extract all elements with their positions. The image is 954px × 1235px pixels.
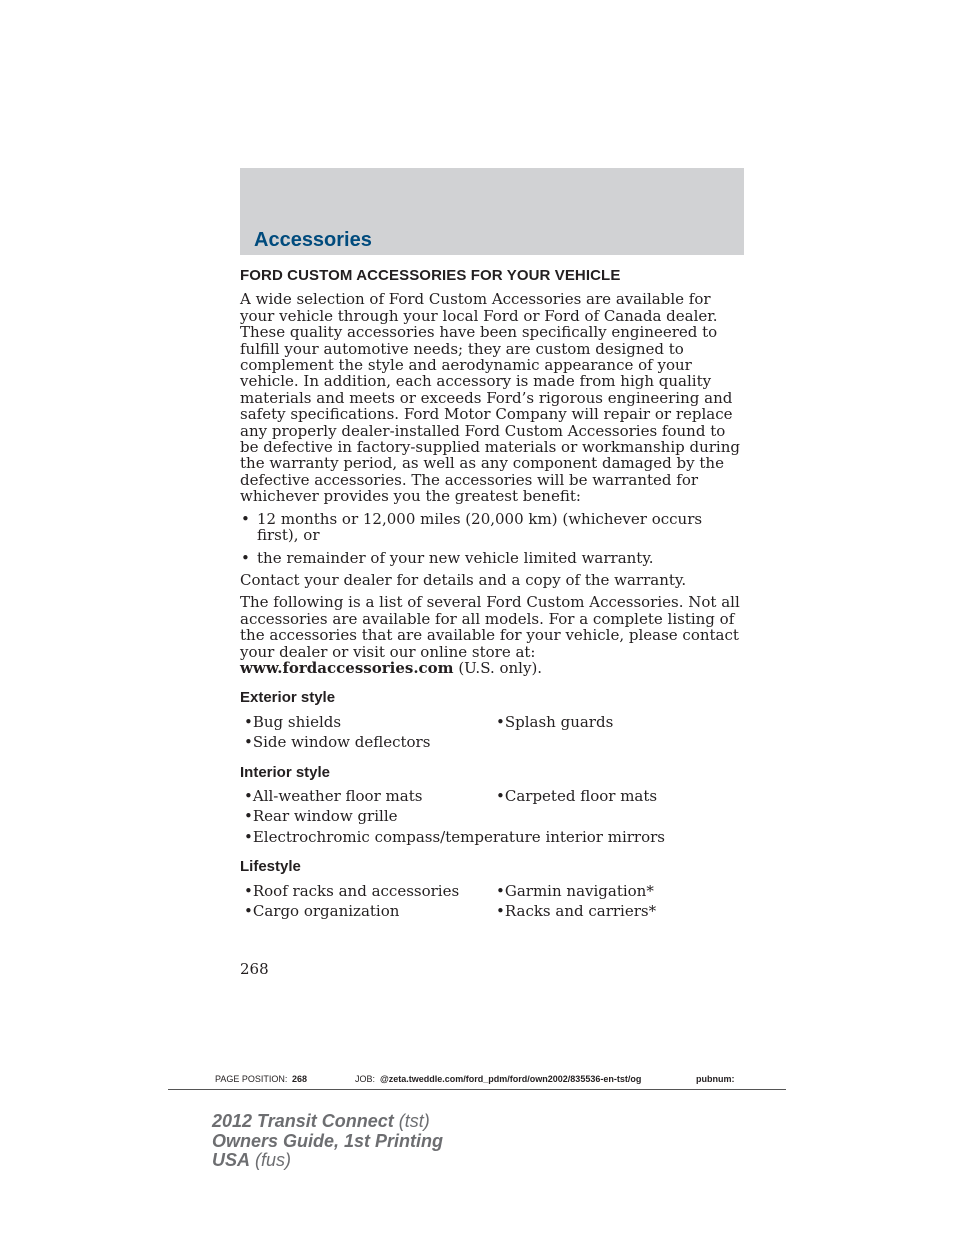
list-item <box>244 734 748 750</box>
page-content <box>240 268 744 919</box>
list-item-text: Cargo organization <box>252 902 400 920</box>
list-item <box>240 550 744 566</box>
list-item-text: 12 months or 12,000 miles (20,000 km) (whichever occurs first), or <box>257 509 703 545</box>
publication-line-2 <box>212 1132 443 1152</box>
list-item-text: Bug shields <box>252 712 342 731</box>
store-link[interactable]: www.fordaccessories.com <box>240 658 454 677</box>
model-code: (tst) <box>393 1111 430 1131</box>
list-item-text: Roof racks and accessories <box>252 881 460 900</box>
intro-paragraph: A wide selection of Ford Custom Accessories are available for your vehicle through your local Ford or Ford of Canada dealer. These quality accessories have been specifically engineered to fulfill your automotive needs; they are custom designed to complement the style and aerodynamic appearance of your vehicle. In addition, each accessory is made from high quality materials and meets or exceeds Ford’s rigorous engineering and safety specifications. Ford Motor Company will repair or replace any properly dealer-installed Ford Custom Accessories found to be defective in factory-supplied materials or workmanship during the warranty period, as well as any component damaged by the defective accessories. The accessories will be warranted for whichever provides you the greatest benefit: <box>240 290 740 506</box>
market-code: (fus) <box>250 1150 292 1170</box>
list-item <box>244 714 496 730</box>
footer-divider <box>168 1089 786 1090</box>
exterior-heading: Exterior style <box>240 689 336 707</box>
bullet-icon: • <box>244 827 253 846</box>
bullet-icon: • <box>496 712 505 731</box>
list-item <box>244 829 748 845</box>
bullet-icon: • <box>496 786 505 805</box>
bullet-icon: • <box>241 509 250 528</box>
pubnum-label: pubnum: <box>696 1074 735 1084</box>
list-item-text: Side window deflectors <box>252 733 431 752</box>
list-item-text: Racks and carriers* <box>504 902 657 920</box>
bullet-icon: • <box>244 881 253 900</box>
list-item <box>496 788 748 804</box>
bullet-icon: • <box>496 902 505 920</box>
exterior-list <box>240 714 744 751</box>
list-item-text: All-weather floor mats <box>252 786 423 805</box>
page-position-value: 268 <box>292 1074 308 1084</box>
publication-line-3 <box>212 1151 443 1171</box>
section-title: FORD CUSTOM ACCESSORIES FOR YOUR VEHICLE <box>240 267 621 284</box>
publication-line-1 <box>212 1112 443 1132</box>
bullet-icon: • <box>241 548 250 567</box>
job-value: @zeta.tweddle.com/ford_pdm/ford/own2002/835536-en-tst/og <box>380 1074 642 1084</box>
bullet-icon: • <box>244 902 253 920</box>
lifestyle-heading: Lifestyle <box>240 858 301 876</box>
bullet-icon: • <box>244 786 253 805</box>
list-item <box>496 883 748 899</box>
list-item-text: the remainder of your new vehicle limited warranty. <box>257 548 654 567</box>
list-item <box>244 883 496 899</box>
guide-edition: Owners Guide, 1st Printing <box>212 1130 444 1151</box>
market: USA <box>212 1150 251 1170</box>
list-item <box>240 511 744 544</box>
lifestyle-list <box>240 883 744 920</box>
contact-paragraph: Contact your dealer for details and a copy of the warranty. <box>240 570 687 589</box>
model-name: 2012 Transit Connect <box>212 1111 394 1131</box>
list-item <box>244 903 496 919</box>
list-item-text: Carpeted floor mats <box>504 786 658 805</box>
page-number: 268 <box>240 960 269 978</box>
list-item <box>244 788 496 804</box>
bullet-icon: • <box>244 807 253 826</box>
listing-paragraph <box>240 594 744 676</box>
list-item <box>496 714 748 730</box>
list-item-text: Rear window grille <box>252 807 398 826</box>
job-label: JOB: <box>355 1074 376 1084</box>
header-band <box>240 168 744 255</box>
list-item-text: Splash guards <box>504 712 614 731</box>
list-item <box>496 903 748 919</box>
bullet-icon: • <box>244 733 253 752</box>
listing-text: The following is a list of several Ford Custom Accessories. Not all accessories are available for all models. For a complete listing of the accessories that are available for your vehicle, please contact your dealer or visit our online store at: <box>240 593 740 661</box>
bullet-icon: • <box>496 881 505 900</box>
interior-list <box>240 788 744 845</box>
page-position-label: PAGE POSITION: <box>215 1074 288 1084</box>
listing-text-end: (U.S. only). <box>453 658 543 677</box>
warranty-list <box>240 511 744 566</box>
publication-info <box>212 1112 443 1171</box>
bullet-icon: • <box>244 712 253 731</box>
list-item-text: Electrochromic compass/temperature interior mirrors <box>252 827 666 846</box>
chapter-title: Accessories <box>254 229 372 251</box>
interior-heading: Interior style <box>240 763 331 781</box>
list-item-text: Garmin navigation* <box>504 881 654 900</box>
list-item <box>244 808 748 824</box>
